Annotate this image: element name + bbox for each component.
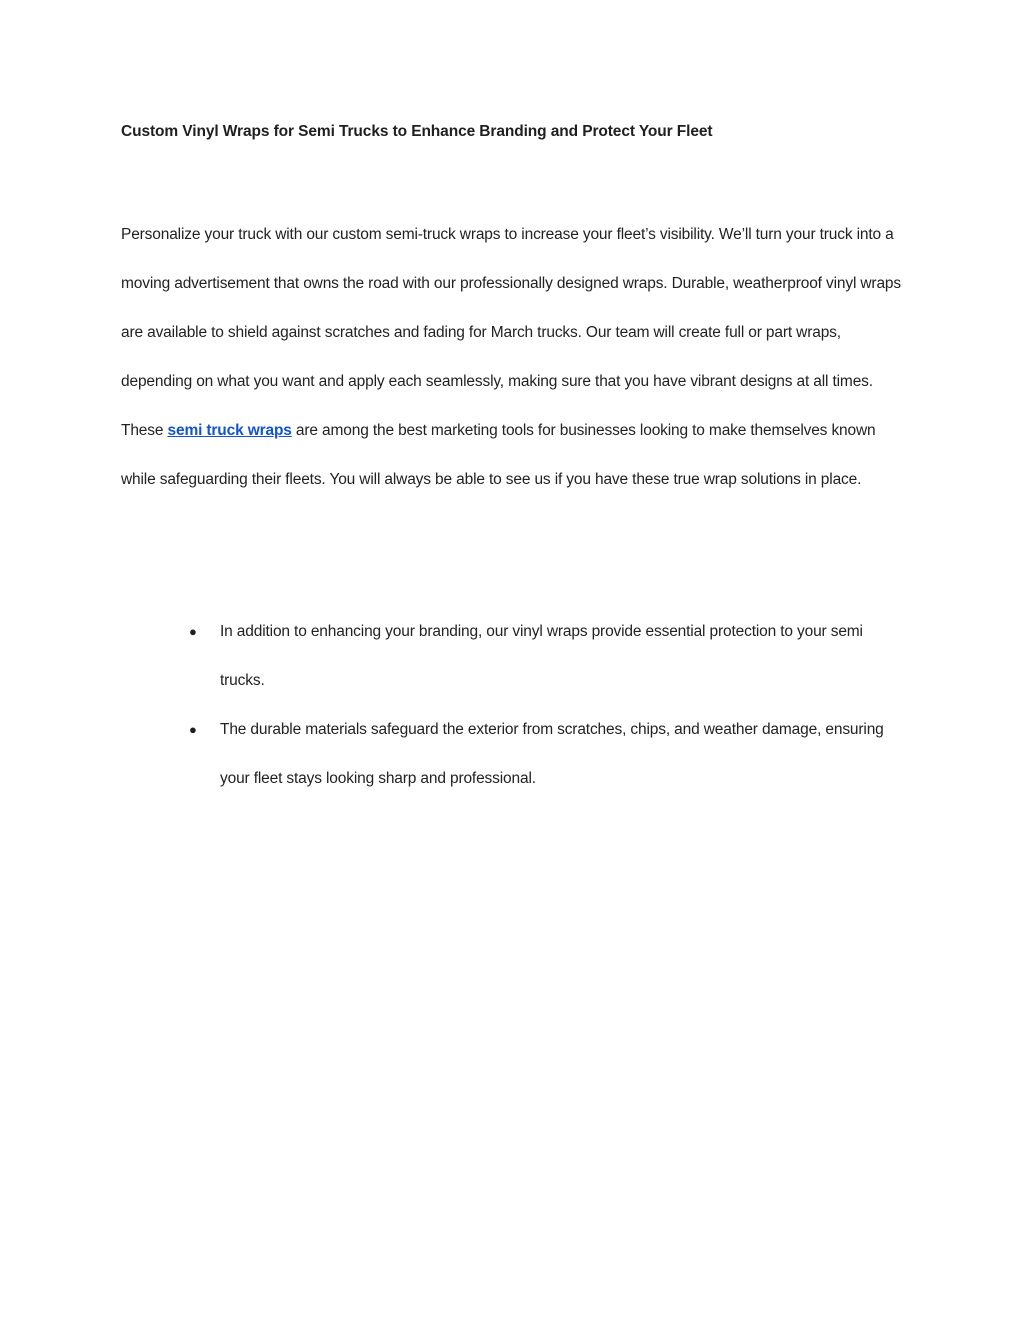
semi-truck-wraps-link[interactable]: semi truck wraps bbox=[167, 422, 292, 439]
bullet-text: The durable materials safeguard the exterior from scratches, chips, and weather damage, ensuring your fleet stays looking sharp and professional. bbox=[220, 721, 884, 787]
body-paragraph bbox=[121, 210, 911, 504]
document-title: Custom Vinyl Wraps for Semi Trucks to Enhance Branding and Protect Your Fleet bbox=[121, 123, 713, 140]
bullet-icon: ● bbox=[189, 722, 197, 737]
paragraph-text-before-link: Personalize your truck with our custom semi-truck wraps to increase your fleet’s visibility. We’ll turn your truck into a moving advertisement that owns the road with our professionally designed wraps. Durable, weatherproof vinyl wraps are available to shield against scratches and fading for March trucks. Our team will create full or part wraps, depending on what you want and apply each seamlessly, making sure that you have vibrant designs at all times. These bbox=[121, 226, 901, 439]
bullet-text: In addition to enhancing your branding, our vinyl wraps provide essential protection to your semi trucks. bbox=[220, 623, 863, 689]
bullet-list bbox=[121, 607, 911, 803]
paragraph-text-after-link: are among the best marketing tools for businesses looking to make themselves known while safeguarding their fleets. You will always be able to see us if you have these true wrap solutions in place. bbox=[121, 422, 876, 488]
list-item bbox=[121, 705, 911, 803]
list-item bbox=[121, 607, 911, 705]
bullet-icon: ● bbox=[189, 624, 197, 639]
